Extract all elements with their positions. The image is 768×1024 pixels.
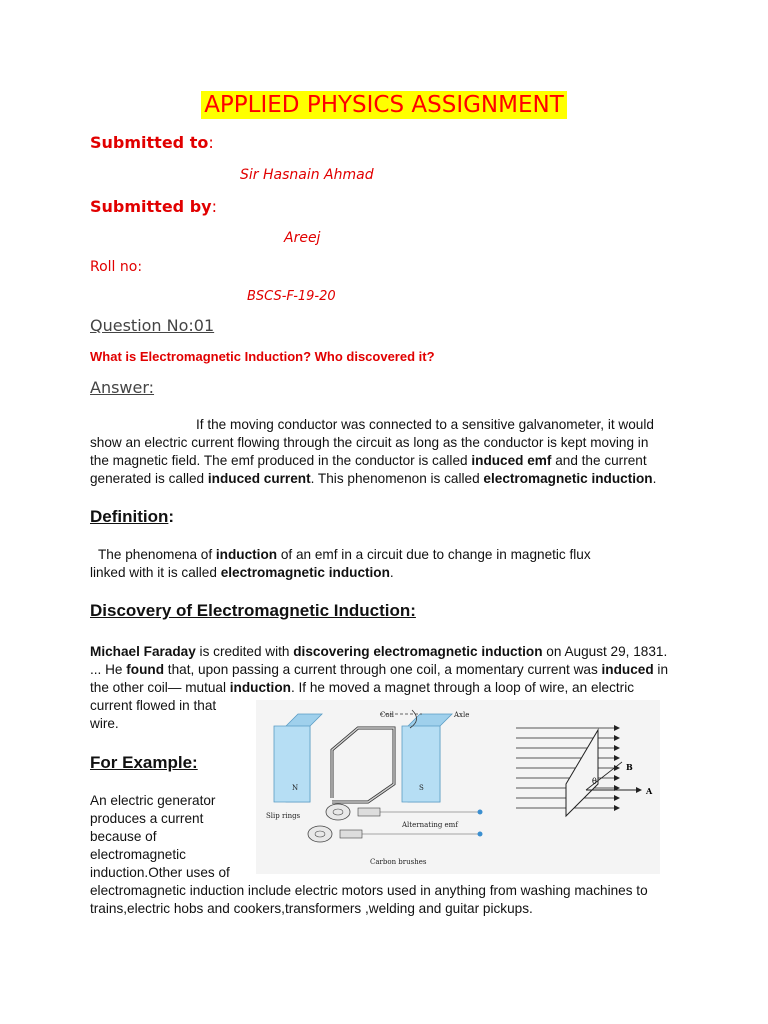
- magnet-n-label: N: [292, 784, 299, 792]
- submitted-by-value: Areej: [284, 230, 321, 246]
- disc-l2e: in: [653, 662, 669, 677]
- disc-l2b: found: [126, 662, 165, 677]
- def-l2b: electromagnetic induction: [220, 565, 390, 580]
- definition-line-2: [90, 564, 690, 582]
- disc-l1a: Michael Faraday: [90, 644, 196, 659]
- disc-l3b: induction: [229, 680, 291, 695]
- disc-l1d: on August 29, 1831.: [542, 644, 668, 659]
- answer-line-1: If the moving conductor was connected to a sensitive galvanometer, it would: [196, 417, 654, 432]
- example-line-5: induction.Other uses of: [90, 865, 230, 880]
- example-line-3: because of: [90, 829, 157, 844]
- submitted-to-colon: :: [208, 133, 214, 152]
- magnet-s-label: S: [419, 784, 424, 792]
- discovery-line-2: [90, 661, 690, 679]
- def-l2c: .: [389, 565, 394, 580]
- answer-l3b: induced emf: [471, 453, 552, 468]
- title-text: APPLIED PHYSICS ASSIGNMENT: [201, 91, 567, 119]
- disc-l3a: the other coil— mutual: [90, 680, 230, 695]
- discovery-heading: Discovery of Electromagnetic Induction:: [90, 601, 416, 620]
- submitted-to-label-text: Submitted to: [90, 133, 209, 152]
- submitted-by-label-text: Submitted by: [90, 197, 212, 216]
- question-number: Question No:01: [90, 316, 215, 335]
- document-title: [0, 92, 768, 118]
- answer-l4e: .: [652, 471, 657, 486]
- question-text: What is Electromagnetic Induction? Who discovered it?: [90, 349, 435, 364]
- answer-l4c: . This phenomenon is called: [310, 471, 484, 486]
- def-l1c: of an emf in a circuit due to change in magnetic flux: [277, 547, 591, 562]
- definition-line-1: [90, 546, 690, 564]
- submitted-by-label: [90, 197, 217, 216]
- answer-l4b: induced current: [207, 471, 311, 486]
- b-vector-label: B: [626, 762, 633, 772]
- example-line-2: produces a current: [90, 811, 204, 826]
- definition-heading: [90, 507, 174, 527]
- answer-l4d: electromagnetic induction: [483, 471, 653, 486]
- disc-l2d: induced: [601, 662, 654, 677]
- discovery-line-4: current flowed in that: [90, 698, 217, 713]
- submitted-by-colon: :: [211, 197, 217, 216]
- discovery-line-3: [90, 679, 690, 697]
- answer-label: Answer:: [90, 378, 155, 397]
- axle-label: Axle: [454, 711, 470, 719]
- roll-value: BSCS-F-19-20: [247, 289, 336, 304]
- definition-heading-text: Definition: [90, 507, 169, 526]
- roll-label: Roll no:: [90, 259, 143, 275]
- example-line-1: An electric generator: [90, 793, 216, 808]
- a-vector-label: A: [646, 786, 653, 796]
- carbon-brushes-label: Carbon brushes: [370, 858, 427, 866]
- coil-label: Coil: [380, 711, 395, 719]
- definition-paragraph: [90, 546, 690, 582]
- answer-l3a: the magnetic field. The emf produced in the conductor is called: [90, 453, 472, 468]
- example-line-4: electromagnetic: [90, 847, 186, 862]
- flux-illustration: [486, 714, 660, 824]
- disc-l2a: ... He: [90, 662, 127, 677]
- disc-l2c: that, upon passing a current through one coil, a momentary current was: [164, 662, 602, 677]
- answer-line-3: [90, 452, 690, 470]
- discovery-line-1: [90, 643, 690, 661]
- answer-paragraph: [90, 416, 690, 488]
- generator-illustration: [262, 706, 492, 874]
- answer-line-4: [90, 470, 690, 488]
- def-l2a: linked with it is called: [90, 565, 221, 580]
- submitted-to-value: Sir Hasnain Ahmad: [240, 167, 374, 183]
- definition-colon: :: [168, 507, 175, 526]
- slip-rings-label: Slip rings: [266, 812, 301, 820]
- example-heading: For Example:: [90, 753, 198, 772]
- example-line-6: electromagnetic induction include electric motors used in anything from washing machines to: [90, 883, 648, 898]
- example-line-7: trains,electric hobs and cookers,transformers ,welding and guitar pickups.: [90, 901, 533, 916]
- disc-l1b: is credited with: [195, 644, 294, 659]
- disc-l3c: . If he moved a magnet through a loop of wire, an electric: [290, 680, 635, 695]
- disc-l1c: discovering electromagnetic induction: [293, 644, 543, 659]
- def-l1a: The phenomena of: [98, 547, 216, 562]
- answer-l3c: and the current: [551, 453, 647, 468]
- discovery-line-5: wire.: [90, 716, 119, 731]
- theta-label: θ: [592, 777, 597, 786]
- alternating-emf-label: Alternating emf: [402, 821, 458, 829]
- answer-line-2: show an electric current flowing through the circuit as long as the conductor is kept moving in: [90, 435, 649, 450]
- answer-l4a: generated is called: [90, 471, 208, 486]
- submitted-to-label: [90, 133, 214, 152]
- def-l1b: induction: [215, 547, 278, 562]
